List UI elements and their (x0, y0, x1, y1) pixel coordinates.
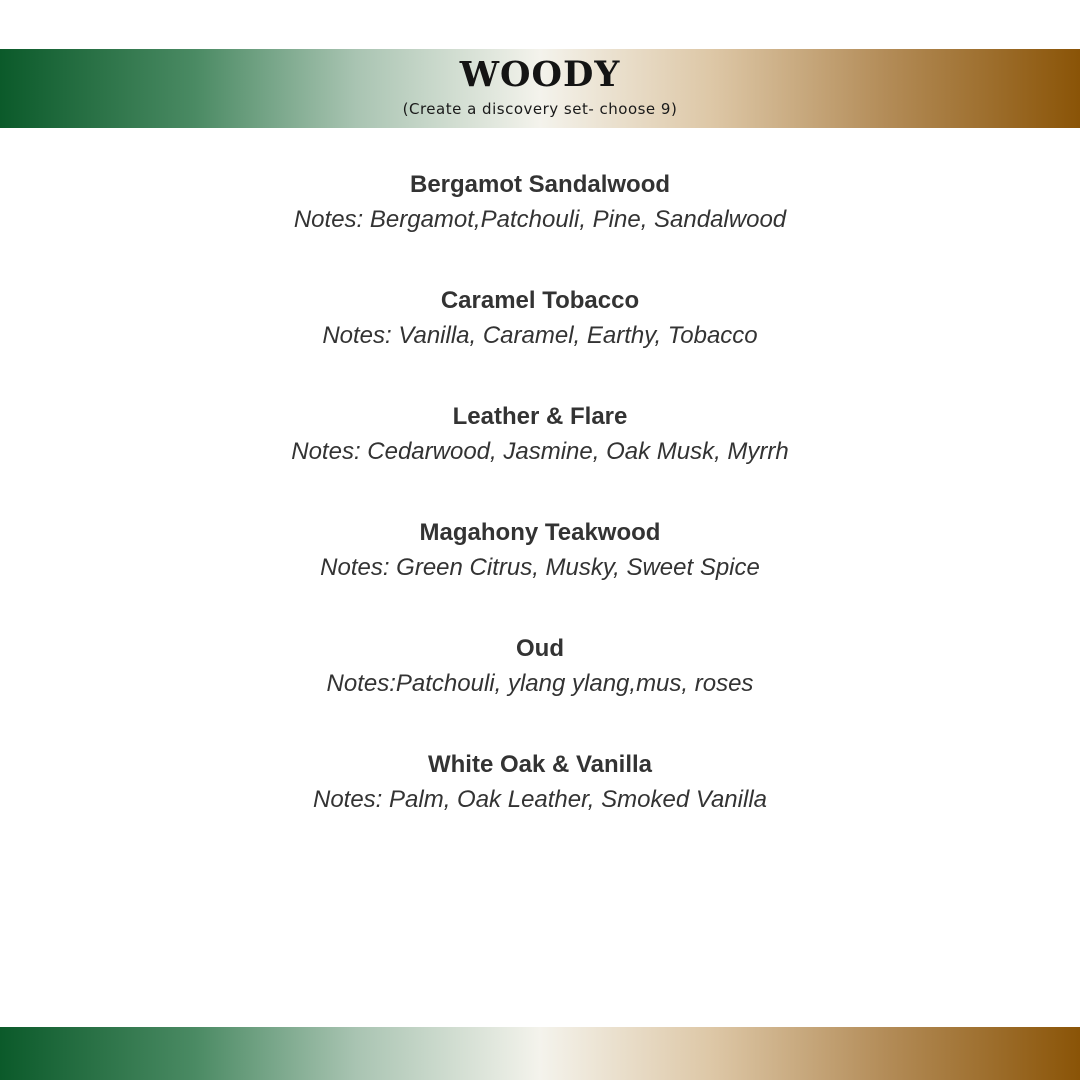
scent-item (0, 516, 1080, 632)
page-subtitle: (Create a discovery set- choose 9) (402, 100, 678, 118)
scent-item (0, 632, 1080, 748)
page-title: WOODY (459, 54, 621, 95)
scent-notes: Notes: Vanilla, Caramel, Earthy, Tobacco (322, 322, 758, 349)
scent-name: Leather & Flare (452, 403, 628, 430)
scent-notes: Notes: Bergamot,Patchouli, Pine, Sandalwood (293, 206, 787, 233)
scent-name: Bergamot Sandalwood (409, 171, 671, 198)
scent-notes: Notes: Palm, Oak Leather, Smoked Vanilla (312, 786, 767, 813)
scent-item (0, 168, 1080, 284)
scent-name: White Oak & Vanilla (427, 751, 653, 778)
scent-name: Magahony Teakwood (419, 519, 661, 546)
scent-notes: Notes: Cedarwood, Jasmine, Oak Musk, Myrrh (291, 438, 789, 465)
scent-item (0, 748, 1080, 864)
scent-item (0, 284, 1080, 400)
scent-list (0, 168, 1080, 864)
scent-name: Caramel Tobacco (440, 287, 640, 314)
scent-notes: Notes:Patchouli, ylang ylang,mus, roses (326, 670, 754, 697)
scent-item (0, 400, 1080, 516)
scent-name: Oud (516, 635, 564, 662)
scent-notes: Notes: Green Citrus, Musky, Sweet Spice (320, 554, 760, 581)
footer-gradient-band (0, 1027, 1080, 1080)
